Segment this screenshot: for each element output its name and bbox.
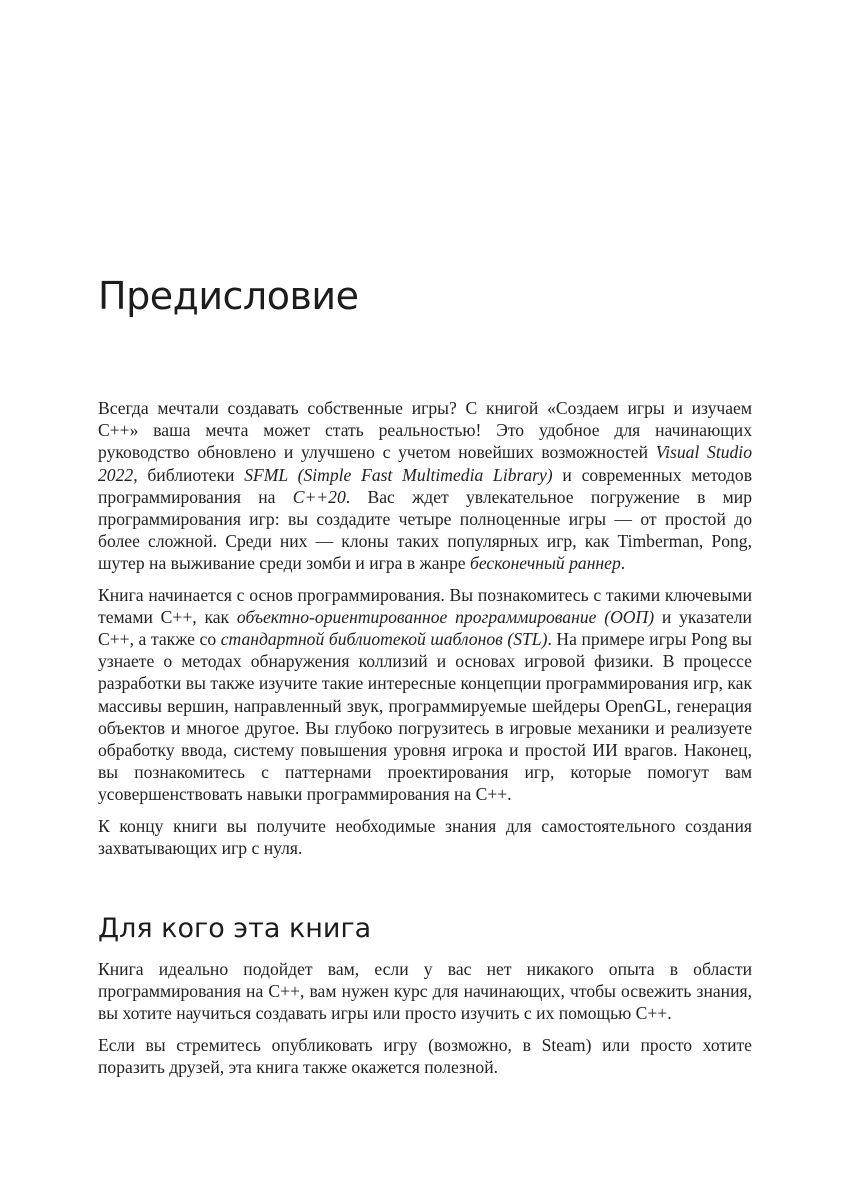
emphasis-text: объектно-ориентированное программирование (ООП) — [236, 606, 655, 627]
paragraph — [98, 584, 752, 806]
text-run: Книга начинается с основ программирования. Вы познакомитесь с такими ключевыми темами C++, как — [98, 584, 752, 627]
text-run: Если вы стремитесь опубликовать игру (возможно, в Steam) или просто хотите поразить друзей, эта книга также окажется полезной. — [98, 1034, 752, 1077]
paragraph — [98, 1034, 752, 1078]
emphasis-text: бесконечный раннер — [469, 553, 621, 574]
chapter-title: Предисловие — [98, 274, 359, 318]
emphasis-text: стандартной библиотекой шаблонов (STL) — [220, 629, 548, 650]
text-run: . Вас ждет увлекательное погружение в мир программирования игр: вы создадите четыре полноценные игры — от простой до более сложной. Среди них — клоны таких популярных игр, как Timberman, Pong, шутер на выживание среди зомби и игра в жанре — [98, 486, 753, 574]
audience-body — [98, 958, 752, 1087]
text-run: . На примере игры Pong вы узнаете о методах обнаружения коллизий и основах игровой физики. В процессе разработки вы также изучите такие интересные концепции программирования игр, как массивы вершин, направленный звук, программируемые шейдеры OpenGL, генерация объектов и многое другое. Вы глубоко погрузитесь в игровые механики и реализуете обработку ввода, систему повышения уровня игрока и простой ИИ врагов. Наконец, вы познакомитесь с паттернами проектирования игр, которые помогут вам усовершенствовать навыки программирования на C++. — [98, 629, 752, 805]
text-run: . — [620, 553, 626, 574]
section-title: Для кого эта книга — [98, 913, 372, 944]
text-run: и современных методов программирования на — [98, 464, 753, 507]
book-page — [98, 0, 752, 1200]
text-run: Всегда мечтали создавать собственные игры? С книгой «Создаем игры и изучаем C++» ваша мечта может стать реальностью! Это удобное для начинающих руководство обновлено и улучшено с учетом новейших возможностей — [98, 398, 752, 463]
emphasis-text: Visual Studio 2022 — [98, 442, 752, 485]
paragraph — [98, 958, 752, 1025]
paragraph — [98, 815, 752, 859]
text-run: , библиотеки — [133, 464, 245, 485]
text-run: Книга идеально подойдет вам, если у вас нет никакого опыта в области программирования на C++, вам нужен курс для начинающих, чтобы освежить знания, вы хотите научиться создавать игры или просто изучить с их помощью C++. — [98, 959, 752, 1024]
emphasis-text: C++20 — [292, 486, 346, 507]
intro-body — [98, 397, 752, 868]
paragraph — [98, 397, 752, 575]
text-run: К концу книги вы получите необходимые знания для самостоятельного создания захватывающих игр с нуля. — [98, 815, 752, 858]
text-run: и указатели C++, а также со — [98, 606, 752, 650]
emphasis-text: SFML (Simple Fast Multimedia Library) — [244, 464, 553, 485]
